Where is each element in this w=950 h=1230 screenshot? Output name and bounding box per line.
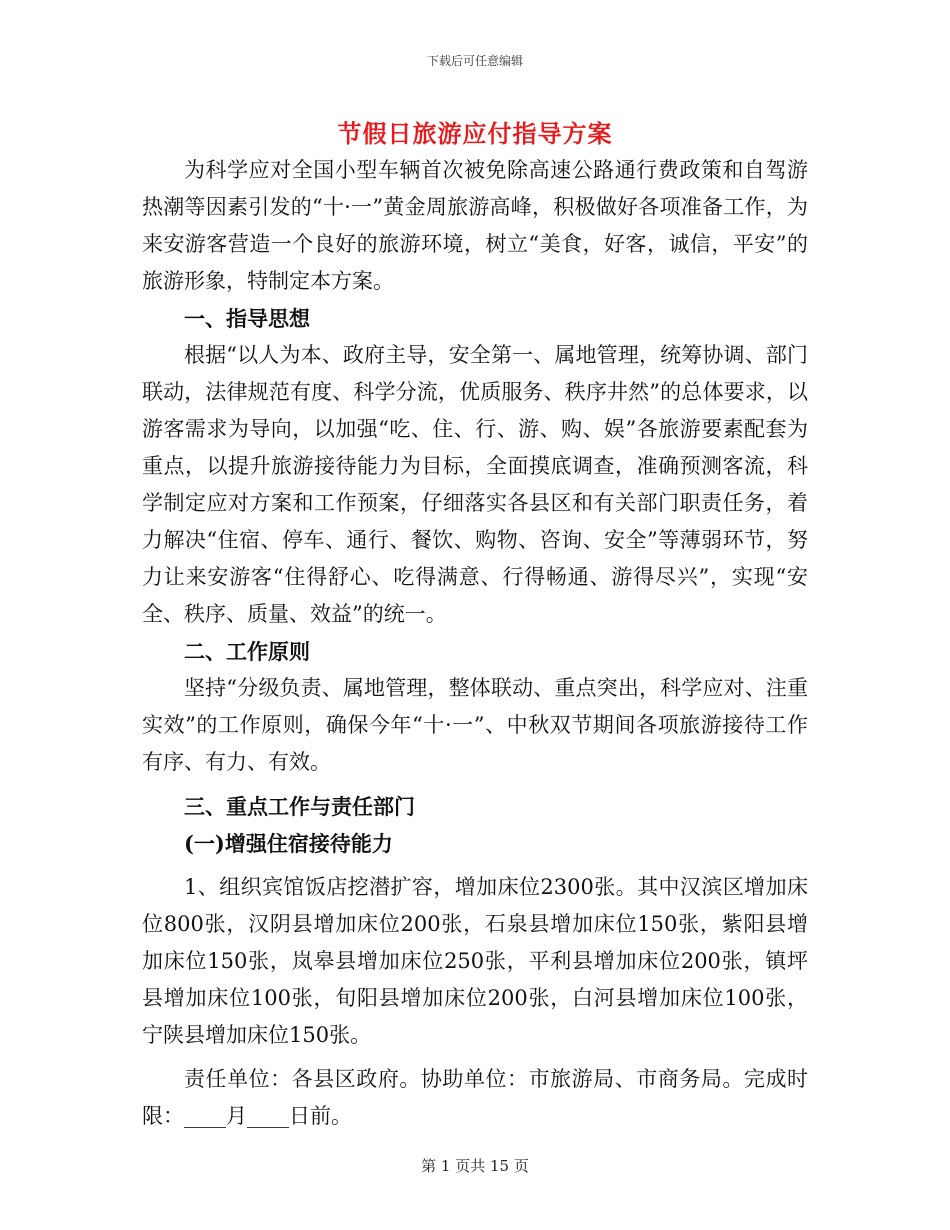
section1-heading: 一、指导思想 <box>184 306 310 331</box>
section3-heading: 三、重点工作与责任部门 <box>184 794 415 819</box>
intro-paragraph: 为科学应对全国小型车辆首次被免除高速公路通行费政策和自驾游热潮等因素引发的“十·一”黄金周旅游高峰，积极做好各项准备工作，为来安游客营造一个良好的旅游环境，树立“美食，好客，诚信，平安”的旅游形象，特制定本方案。 <box>142 158 808 293</box>
responsibility-paragraph: 责任单位：各县区政府。协助单位：市旅游局、市商务局。完成时限：____月____日前。 <box>142 1067 808 1128</box>
document-title: 节假日旅游应付指导方案 <box>337 119 613 148</box>
item1-paragraph: 1、组织宾馆饭店挖潜扩容，增加床位2300张。其中汉滨区增加床位800张，汉阴县增加床位200张，石泉县增加床位150张，紫阳县增加床位150张，岚皋县增加床位250张，平利县增加床位200张，镇坪县增加床位100张，旬阳县增加床位200张，白河县增加床位100张，宁陕县增加床位150张。 <box>142 875 808 1047</box>
section2-paragraph: 坚持“分级负责、属地管理，整体联动、重点突出，科学应对、注重实效”的工作原则，确保今年“十·一”、中秋双节期间各项旅游接待工作有序、有力、有效。 <box>142 676 808 774</box>
section1-paragraph: 根据“以人为本、政府主导，安全第一、属地管理，统筹协调、部门联动，法律规范有度、科学分流，优质服务、秩序井然”的总体要求，以游客需求为导向，以加强“吃、住、行、游、购、娱”各旅游要素配套为重点，以提升旅游接待能力为目标，全面摸底调查，准确预测客流，科学制定应对方案和工作预案，仔细落实各县区和有关部门职责任务，着力解决“住宿、停车、通行、餐饮、购物、咨询、安全”等薄弱环节，努力让来安游客“住得舒心、吃得满意、行得畅通、游得尽兴”，实现“安全、秩序、质量、效益”的统一。 <box>142 343 808 626</box>
document-body <box>142 152 808 1135</box>
header-note: 下载后可任意编辑 <box>426 54 523 68</box>
subsection1-heading: (一)增强住宿接待能力 <box>184 831 393 856</box>
page-footer: 第 1 页共 15 页 <box>421 1157 529 1175</box>
section2-heading: 二、工作原则 <box>184 639 310 664</box>
